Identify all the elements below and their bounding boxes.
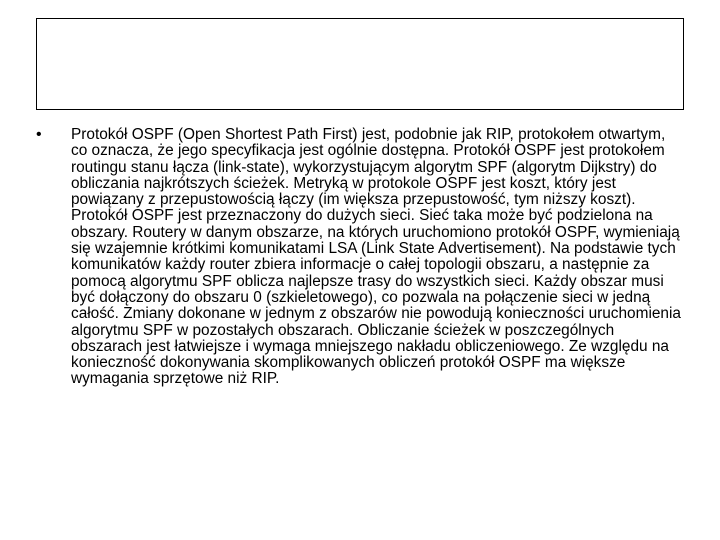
slide-body: [36, 127, 684, 388]
slide-title-placeholder: [36, 18, 684, 110]
bullet-marker: •: [36, 126, 42, 143]
bullet-text: Protokół OSPF (Open Shortest Path First) jest, podobnie jak RIP, protokołem otwartym, co oznacza, że jego specyfikacja jest ogólnie dostępna. Protokół OSPF jest protokołem routingu stanu łącza (link-state), wykorzystującym algorytm SPF (algorytm Dijkstry) do obliczania najkrótszych ścieżek. Metryką w protokole OSPF jest koszt, który jest powiązany z przepustowością łączy (im większa przepustowość, tym niższy koszt). Protokół OSPF jest przeznaczony do dużych sieci. Sieć taka może być podzielona na obszary. Routery w danym obszarze, na których uruchomiono protokół OSPF, wymieniają się wzajemnie krótkimi komunikatami LSA (Link State Advertisement). Na podstawie tych komunikatów każdy router zbiera informacje o całej topologii obszaru, a następnie za pomocą algorytmu SPF oblicza najlepsze trasy do wszystkich sieci. Każdy obszar musi być dołączony do obszaru 0 (szkieletowego), co pozwala na połączenie sieci w jedną całość. Zmiany dokonane w jednym z obszarów nie powodują konieczności uruchomienia algorytmu SPF w pozostałych obszarach. Obliczanie ścieżek w poszczególnych obszarach jest łatwiejsze i wymaga mniejszego nakładu obliczeniowego. Ze względu na konieczność dokonywania skomplikowanych obliczeń protokół OSPF ma większe wymagania sprzętowe niż RIP.: [71, 126, 681, 388]
bullet-item: [36, 127, 684, 388]
